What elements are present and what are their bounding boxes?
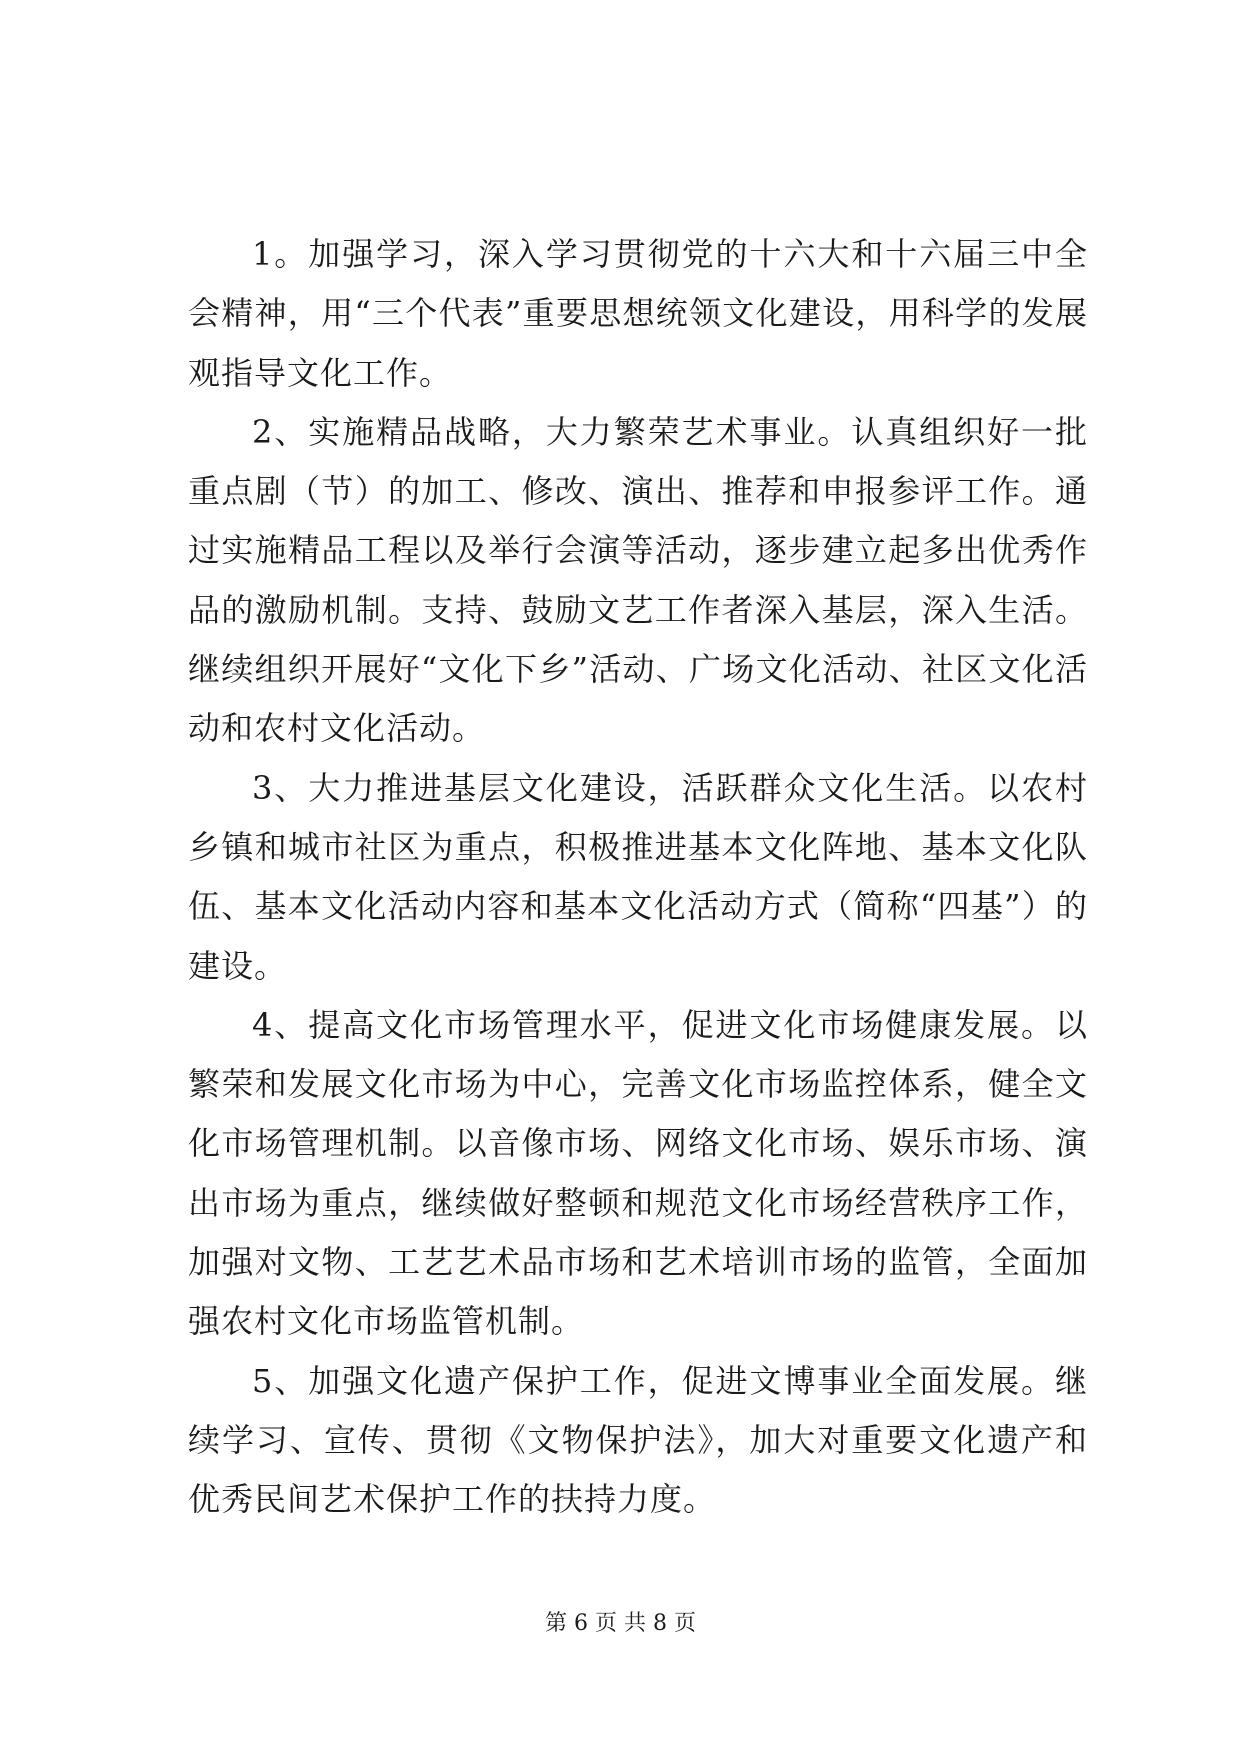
page-footer: 第 6 页 共 8 页 (545, 1611, 696, 1636)
paragraph-4: 4、提高文化市场管理水平，促进文化市场健康发展。以繁荣和发展文化市场为中心，完善文化市场监控体系，健全文化市场管理机制。以音像市场、网络文化市场、娱乐市场、演出市场为重点，继续做好整顿和规范文化市场经营秩序工作，加强对文物、工艺艺术品市场和艺术培训市场的监管，全面加强农村文化市场监管机制。 (188, 1005, 1088, 1341)
paragraph-2: 2、实施精品战略，大力繁荣艺术事业。认真组织好一批重点剧（节）的加工、修改、演出、推荐和申报参评工作。通过实施精品工程以及举行会演等活动，逐步建立起多出优秀作品的激励机制。支持、鼓励文艺工作者深入基层，深入生活。继续组织开展好“文化下乡”活动、广场文化活动、社区文化活动和农村文化活动。 (188, 412, 1088, 748)
paragraph-3: 3、大力推进基层文化建设，活跃群众文化生活。以农村乡镇和城市社区为重点，积极推进基本文化阵地、基本文化队伍、基本文化活动内容和基本文化活动方式（简称“四基”）的建设。 (188, 768, 1088, 985)
paragraph-1: 1。加强学习，深入学习贯彻党的十六大和十六届三中全会精神，用“三个代表”重要思想统领文化建设，用科学的发展观指导文化工作。 (188, 235, 1088, 392)
document-body (188, 225, 1088, 1530)
paragraph-5: 5、加强文化遗产保护工作，促进文博事业全面发展。继续学习、宣传、贯彻《文物保护法》，加大对重要文化遗产和优秀民间艺术保护工作的扶持力度。 (188, 1361, 1088, 1519)
